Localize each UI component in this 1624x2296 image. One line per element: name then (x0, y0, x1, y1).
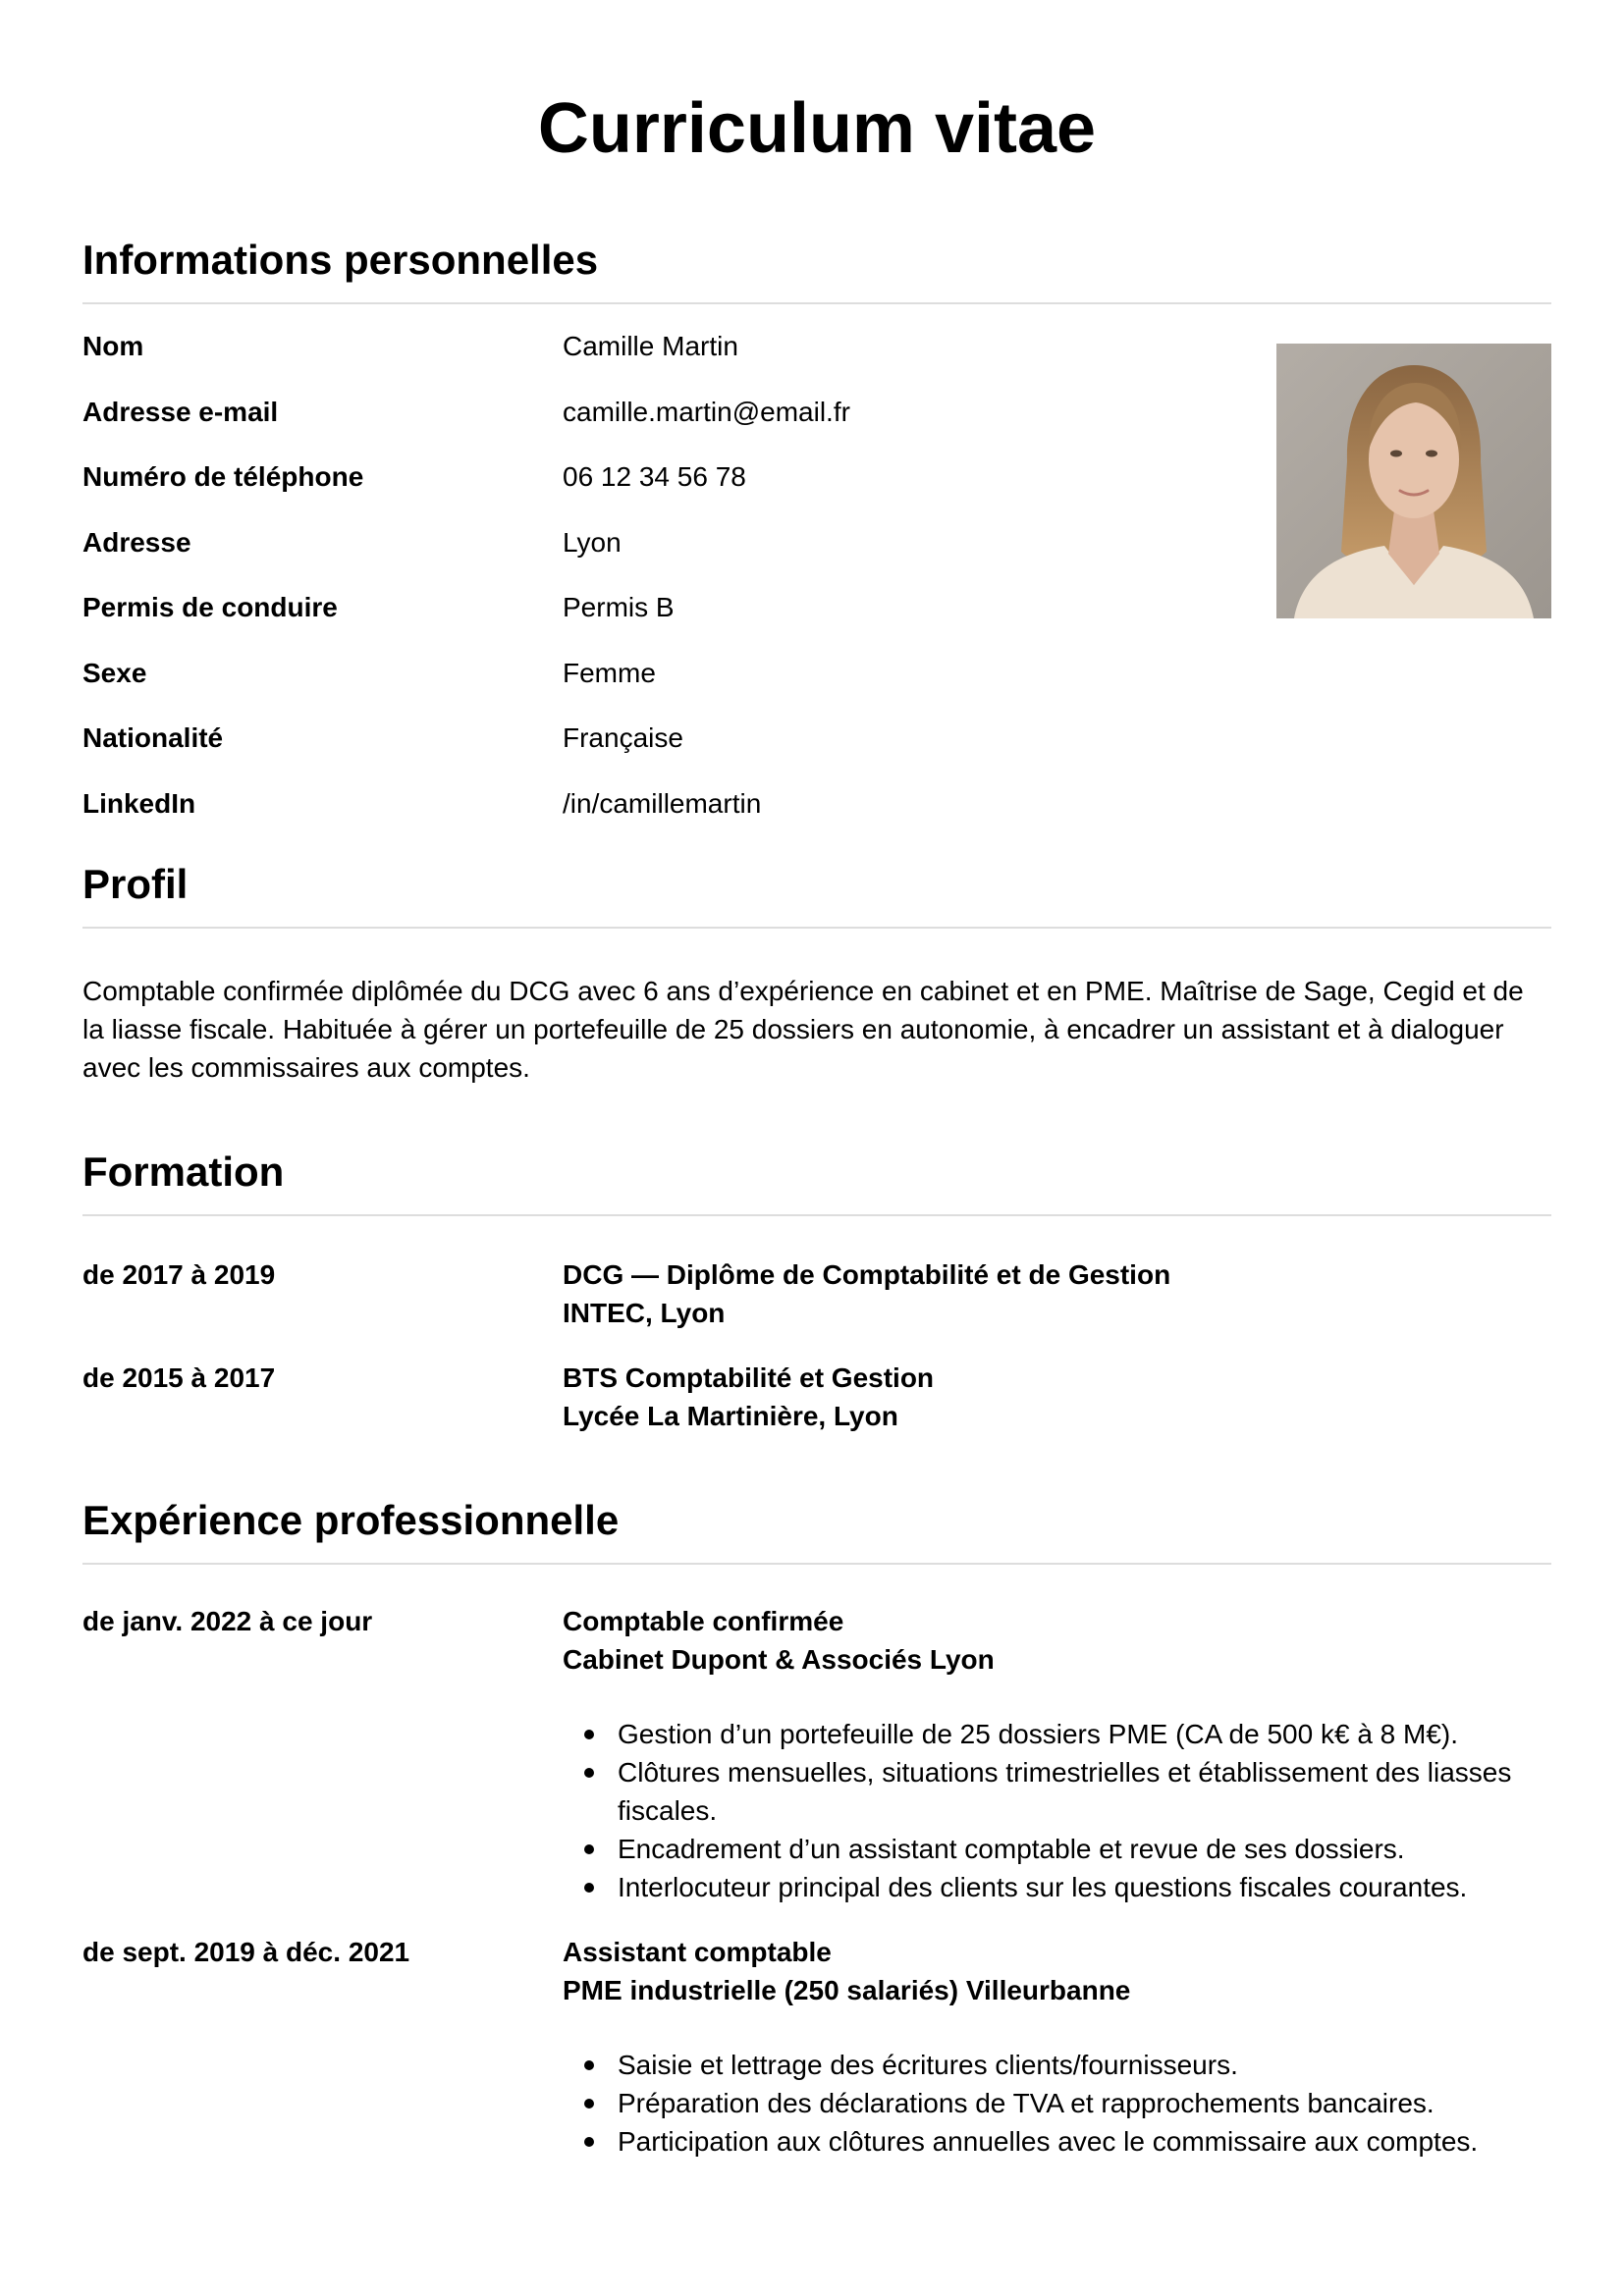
section-heading: Expérience professionnelle (82, 1494, 1551, 1565)
info-value: 06 12 34 56 78 (563, 461, 746, 492)
info-label: LinkedIn (82, 787, 196, 819)
section-heading: Profil (82, 858, 1551, 929)
entry-dates: de 2017 à 2019 (82, 1259, 276, 1290)
photo-eye-left (1390, 451, 1402, 457)
entry-organization: Cabinet Dupont & Associés Lyon (563, 1644, 995, 1675)
entry-dates: de sept. 2019 à déc. 2021 (82, 1937, 410, 1967)
info-label: Adresse (82, 526, 191, 558)
bullet-text: Gestion d’un portefeuille de 25 dossiers PME (CA de 500 k€ à 8 M€). (618, 1719, 1459, 1749)
entry-body (563, 1933, 1551, 2161)
info-label: Nom (82, 331, 144, 361)
info-label: Sexe (82, 657, 147, 688)
bullet-item (618, 1830, 1551, 1868)
info-row-linkedin (82, 787, 1551, 853)
entry-title: DCG — Diplôme de Comptabilité et de Gestion (563, 1259, 1171, 1290)
experience-entry (82, 1602, 1551, 1906)
education-entry (82, 1359, 1551, 1435)
bullet-list (563, 1715, 1551, 1906)
bullet-item (618, 1753, 1551, 1830)
info-label: Numéro de téléphone (82, 461, 364, 492)
entry-body (563, 1359, 1551, 1435)
entry-organization: Lycée La Martinière, Lyon (563, 1401, 898, 1431)
info-value: Femme (563, 657, 656, 688)
entry-organization: INTEC, Lyon (563, 1298, 726, 1328)
bullet-text: Interlocuteur principal des clients sur les questions fiscales courantes. (618, 1872, 1468, 1902)
bullet-text: Saisie et lettrage des écritures clients/fournisseurs. (618, 2050, 1238, 2080)
section-experience (82, 1494, 1551, 2161)
info-label: Adresse e-mail (82, 396, 279, 427)
entry-title: Assistant comptable (563, 1937, 832, 1967)
personal-info-list (82, 330, 1551, 852)
education-list (82, 1255, 1551, 1435)
bullet-item (618, 2122, 1551, 2161)
profile-photo (1276, 344, 1551, 618)
info-value: camille.martin@email.fr (563, 396, 850, 427)
info-label: Permis de conduire (82, 592, 338, 622)
info-value: /in/camillemartin (563, 787, 762, 819)
bullet-icon (584, 2099, 594, 2109)
section-profile (82, 858, 1551, 1087)
section-personal-info (82, 234, 1551, 852)
photo-eye-right (1426, 451, 1437, 457)
info-value: Permis B (563, 592, 675, 622)
info-label: Nationalité (82, 722, 224, 753)
experience-list (82, 1602, 1551, 2161)
section-heading: Formation (82, 1146, 1551, 1216)
bullet-item (618, 1715, 1551, 1753)
section-heading: Informations personnelles (82, 234, 1551, 304)
bullet-text: Encadrement d’un assistant comptable et revue de ses dossiers. (618, 1834, 1405, 1864)
entry-dates: de janv. 2022 à ce jour (82, 1606, 373, 1636)
entry-body (563, 1255, 1551, 1332)
section-education (82, 1146, 1551, 1435)
info-value: Française (563, 722, 683, 753)
bullet-list (563, 2046, 1551, 2161)
bullet-icon (584, 1883, 594, 1893)
bullet-icon (584, 1844, 594, 1854)
education-entry (82, 1255, 1551, 1332)
bullet-icon (584, 1730, 594, 1739)
entry-organization: PME industrielle (250 salariés) Villeurbanne (563, 1975, 1131, 2005)
bullet-text: Préparation des déclarations de TVA et rapprochements bancaires. (618, 2088, 1435, 2118)
entry-body (563, 1602, 1551, 1906)
info-row-gender (82, 657, 1551, 722)
bullet-item (618, 2046, 1551, 2084)
info-value: Camille Martin (563, 331, 738, 361)
experience-entry (82, 1933, 1551, 2161)
cv-page (82, 0, 1551, 2161)
profile-summary: Comptable confirmée diplômée du DCG avec 6 ans d’expérience en cabinet et en PME. Maîtrise de Sage, Cegid et de la liasse fiscale. Habituée à gérer un portefeuille de 25 dossiers en autonomie, à encadrer un assistant et à dialoguer avec les commissaires aux comptes. (82, 976, 1524, 1083)
info-row-nationality (82, 721, 1551, 787)
bullet-item (618, 2084, 1551, 2122)
bullet-item (618, 1868, 1551, 1906)
bullet-icon (584, 1768, 594, 1778)
bullet-icon (584, 2137, 594, 2147)
bullet-text: Clôtures mensuelles, situations trimestrielles et établissement des liasses fiscales. (618, 1757, 1512, 1826)
bullet-icon (584, 2060, 594, 2070)
entry-title: BTS Comptabilité et Gestion (563, 1362, 935, 1393)
entry-title: Comptable confirmée (563, 1606, 844, 1636)
document-title: Curriculum vitae (537, 89, 1097, 168)
bullet-text: Participation aux clôtures annuelles avec le commissaire aux comptes. (618, 2126, 1479, 2157)
info-value: Lyon (563, 526, 622, 558)
entry-dates: de 2015 à 2017 (82, 1362, 276, 1393)
